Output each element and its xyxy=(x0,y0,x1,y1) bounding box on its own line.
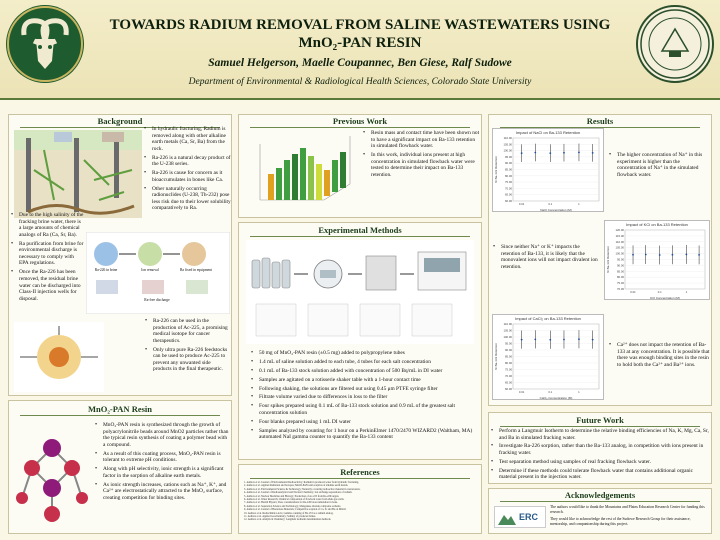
previous-work-bullets xyxy=(362,130,480,181)
y-tick-label: 90.00 xyxy=(505,348,512,352)
lab-equipment-figure xyxy=(246,240,474,344)
reference-item: 3. Authors et al. Environmental Science & Technology; Naturally occurring radioactive material in wastewaters. xyxy=(244,487,361,491)
data-point xyxy=(534,338,536,340)
x-tick-label: 0.1 xyxy=(657,290,662,294)
data-point xyxy=(534,152,536,154)
x-axis-label: NaCl Concentration (M) xyxy=(540,208,572,212)
data-point xyxy=(645,254,647,256)
reference-item: 9. Authors et al. Journal of Hazardous Materials; Competitive sorption of Ca, Sr and Ba on MnO2. xyxy=(244,508,347,512)
data-point xyxy=(549,152,551,154)
y-tick-label: 90.00 xyxy=(505,161,512,166)
chart-title: Impact of NaCl on Ba-133 Retention xyxy=(515,130,581,135)
bullet: • Only ultra pure Ra-226 feedstocks can be used to produce Ac-225 to prevent any unwanted side products in the final therapeutic. xyxy=(144,347,230,373)
poster-header xyxy=(0,0,720,100)
mountain-icon xyxy=(497,508,517,528)
y-tick-label: 110.00 xyxy=(615,239,624,244)
bullet: • Ca²⁺ does not impact the retention of Ba-133 at any concentration. It is possible that there was enough binding sites in the resin to hold both the Ca²⁺ and Ba²⁺ ions. xyxy=(608,342,710,368)
bullet: • MnO₂-PAN resin is synthesized through the growth of polyacrylonitrile beads around MnO2 particles rather than the typical resin synthesis of coating a polymer bead with a compound. xyxy=(94,422,230,448)
y-tick-label: 85.00 xyxy=(505,354,512,359)
acknowledgements-heading-rule xyxy=(500,501,700,502)
x-tick-label: 1 xyxy=(578,202,580,206)
data-point xyxy=(578,151,580,153)
bullet: • Once the Ra-226 has been removed, the residual brine water can be discharged into Class-II injection wells for disposal. xyxy=(10,269,84,302)
y-tick-label: 65.00 xyxy=(505,380,512,385)
authors: Samuel Helgerson, Maelle Coupannec, Ben Giese, Ralf Sudowe xyxy=(208,57,512,69)
reference-item: 7. Authors et al. Health Physics; Dose considerations for Ra-226 bioaccumulation in bone. xyxy=(244,501,338,505)
previous-work-heading: Previous Work xyxy=(332,116,388,126)
x-tick-label: 0.01 xyxy=(518,202,525,206)
y-axis-label: % Ba-133 Retention xyxy=(494,343,498,370)
diagram-label: Ion removal xyxy=(141,268,159,272)
x-tick-label: 1 xyxy=(578,390,580,394)
references-heading: References xyxy=(340,467,380,477)
future-work-bullets xyxy=(490,428,710,483)
bullet: • In this work, individual ions present at high concentration in simulated flowback water were tested to determine their impact on Ba-133 retention. xyxy=(362,152,480,178)
results-heading: Results xyxy=(586,116,614,126)
data-point xyxy=(563,152,565,154)
future-work-heading: Future Work xyxy=(576,415,624,425)
bullet: • Determine if these methods could tolerate flowback water that contains additional organic material present in the injection water. xyxy=(490,468,710,481)
x-tick-label: 0.1 xyxy=(548,202,553,206)
y-tick-label: 60.00 xyxy=(505,199,512,203)
bullet: • Investigate Ra-226 sorption, rather than the Ba-133 analog, in competition with ions present in fracking water. xyxy=(490,443,710,456)
data-point xyxy=(659,254,661,256)
data-point xyxy=(632,254,634,256)
reference-item: 4. Authors et al. Journal of Radioanalytical and Nuclear Chemistry; Ion exchange separations of radium. xyxy=(244,491,353,495)
university-seal-icon xyxy=(638,7,712,81)
data-point xyxy=(592,152,594,154)
kcl-chart xyxy=(604,220,710,300)
bullet: • Resin mass and contact time have been shown not to have a significant impact on Ba-133 retention in simulated flowback water. xyxy=(362,130,480,150)
data-point xyxy=(578,338,580,340)
y-tick-label: 75.00 xyxy=(617,281,624,286)
poster-title-line2: MnO₂-PAN RESIN xyxy=(298,35,422,51)
ram-logo xyxy=(6,5,84,83)
results-note-1 xyxy=(608,152,710,181)
x-axis-label: CaCl₂ Concentration (M) xyxy=(539,396,573,400)
erc-logo xyxy=(494,506,546,528)
nacl-chart xyxy=(492,128,604,212)
resin-heading: MnO₂-PAN Resin xyxy=(87,404,152,414)
step-item: • Filtrate volume varied due to differences in loss to the filter xyxy=(250,394,478,401)
y-tick-label: 105.00 xyxy=(503,142,512,147)
reference-item: 12. Authors et al. Analytical Chemistry; Langmuir isotherm determination methods. xyxy=(244,518,332,522)
background-left-bullets xyxy=(10,212,84,305)
diagram-label: Ra-226 in brine xyxy=(94,268,118,272)
results-note-2 xyxy=(492,244,600,273)
y-tick-label: 80.00 xyxy=(505,173,512,178)
bullet: • As ionic strength increases, cations such as Na⁺, K⁺, and Ca²⁺ are electrostatically attracted to the MnO₂ surface, creating competition for binding sites. xyxy=(94,482,230,502)
methods-steps xyxy=(250,350,478,443)
poster-title-line1: TOWARDS RADIUM REMOVAL FROM SALINE WASTEWATERS USING xyxy=(109,17,611,33)
cacl2-chart xyxy=(492,314,604,400)
data-point xyxy=(685,254,687,256)
department: Department of Environmental & Radiological Health Sciences, Colorado State University xyxy=(188,77,532,87)
bullet: • Test separation method using samples of real fracking flowback water. xyxy=(490,459,710,466)
future-work-heading-rule xyxy=(500,426,700,427)
fracking-diagram xyxy=(14,130,142,218)
y-axis-label: % Ba-133 Retention xyxy=(606,246,610,273)
y-tick-label: 95.00 xyxy=(617,257,624,262)
y-tick-label: 95.00 xyxy=(505,341,512,346)
y-tick-label: 100.00 xyxy=(615,251,624,256)
reference-list xyxy=(244,481,476,522)
bullet: • Ra purification from brine for environmental discharge is necessary to comply with EPA regulations. xyxy=(10,241,84,267)
y-tick-label: 90.00 xyxy=(617,263,624,268)
y-tick-label: 70.00 xyxy=(505,186,512,191)
y-tick-label: 85.00 xyxy=(617,269,624,274)
methods-heading-rule xyxy=(250,236,470,237)
methods-heading: Experimental Methods xyxy=(318,225,402,235)
acknowledgements-heading: Acknowledgements xyxy=(564,490,636,500)
molecule-model xyxy=(14,428,90,530)
bullet: • In hydraulic fracturing, Radium is removed along with other alkaline earth metals (Ca, Sr, Ba) from the rock. xyxy=(143,126,231,152)
y-tick-label: 95.00 xyxy=(505,154,512,159)
y-tick-label: 70.00 xyxy=(505,374,512,378)
diagram-label: Ra fixed in equipment xyxy=(179,268,213,272)
acknowledgement-text-2: They would like to acknowledge the rest of the Sudowe Research Group for their assistance, mentorship, and companionship during this project. xyxy=(550,517,691,526)
y-tick-label: 110.00 xyxy=(503,322,512,326)
bullet: • Along with pH selectivity, ionic strength is a significant factor in the sorption of alkaline earth metals. xyxy=(94,466,230,479)
x-tick-label: 0.1 xyxy=(548,390,553,394)
step-item: • Four blanks prepared using 1 mL DI water xyxy=(250,419,478,426)
bullet: • Other naturally occurring radionuclides (U-238, Th-232) pose less risk due to their lower solubility comparatively to Ra. xyxy=(143,186,231,212)
y-tick-label: 80.00 xyxy=(505,361,512,365)
bullet: • Perform a Langmuir Isotherm to determine the relative binding efficiencies of Na, K, Mg, Ca, Sr, and Ba in simulated fracking water. xyxy=(490,428,710,441)
data-point xyxy=(549,339,551,341)
diagram-label: Ra-free discharge xyxy=(144,298,170,302)
reference-item: 6. Authors et al. Water Research; Chemical composition of flowback water from shale gas wells. xyxy=(244,498,345,502)
reference-item: 5. Authors et al. Nuclear Medicine and Biology; Production of Ac-225 from Ra-226 targets. xyxy=(244,494,340,498)
references-heading-rule xyxy=(250,478,470,479)
data-point xyxy=(521,339,523,341)
y-tick-label: 75.00 xyxy=(505,367,512,372)
ram-icon xyxy=(6,5,84,83)
resin-bullets xyxy=(94,422,230,504)
step-item: • Samples analyzed by counting for 1 hour on a PerkinElmer 1470/2470 WIZARD2 (Waltham, MA) automated NaI gamma counter to quantify the Ba-133 content xyxy=(250,428,478,441)
resin-heading-rule xyxy=(20,415,220,416)
y-axis-label: % Ba-133 Retention xyxy=(494,156,498,183)
y-tick-label: 65.00 xyxy=(505,192,512,197)
chart-title: Impact of KCl on Ba-133 Retention xyxy=(626,222,688,227)
step-item: • 1.4 mL of saline solution added to each tube, 4 tubes for each salt concentration xyxy=(250,359,478,366)
previous-work-heading-rule xyxy=(250,127,470,128)
radium-process-diagram xyxy=(86,232,230,314)
background-heading: Background xyxy=(97,116,143,126)
reference-item: 10. Authors et al. Radiochimica Acta; Gamma counting of Ba-133 as a radium analog. xyxy=(244,511,334,515)
reference-item: 11. Authors et al. Applied Geochemistry; Salinity of produced brines. xyxy=(244,515,316,519)
seal-logo xyxy=(636,5,714,83)
step-item: • Four spikes prepared using 0.1 mL of Ba-133 stock solution and 0.9 mL of the greatest salt concentration solution xyxy=(250,403,478,416)
y-tick-label: 80.00 xyxy=(617,275,624,280)
bullet: • As a result of this coating process, MnO₂-PAN resin is tolerant to extreme pH conditions. xyxy=(94,451,230,464)
reference-item: 1. Authors et al. Journal of Environmental Radioactivity; Radium in produced water from hydraulic fracturing. xyxy=(244,481,359,484)
chart-title: Impact of CaCl₂ on Ba-133 Retention xyxy=(515,316,581,321)
bullet: • Due to the high salinity of the fracking brine water, there is a large amounts of chemical analogs of Ra (Ca, Sr, Ba). xyxy=(10,212,84,238)
x-axis-label: KCl Concentration (M) xyxy=(650,296,680,300)
data-point xyxy=(563,339,565,341)
bullet: • Ra-226 is a natural decay product of the U-238 series. xyxy=(143,155,231,168)
x-tick-label: 0.01 xyxy=(518,390,525,394)
bullet: • Since neither Na⁺ or K⁺ impacts the retention of Ba-133, it is likely that the monovalent ions will not impact divalent ion retention. xyxy=(492,244,600,270)
bullet: • Ra-226 is cause for concern as it bioaccumulates in bones like Ca. xyxy=(143,170,231,183)
background-lower-bullets xyxy=(144,318,230,375)
erc-logo-text: ERC xyxy=(519,512,539,522)
reference-item: 2. Authors et al. Applied Radiation and Isotopes; MnO2-PAN resin sorption of alkaline earth metals. xyxy=(244,484,349,488)
step-item: • Samples are agitated on a rotisserie shaker table with a 1-hour contact time xyxy=(250,377,478,384)
bullet: • The higher concentration of Na⁺ in this experiment is higher than the concentration of Na⁺ in the simulated flowback water. xyxy=(608,152,710,178)
y-tick-label: 110.00 xyxy=(503,136,512,140)
radium-decay-graphic xyxy=(14,322,104,392)
results-note-3 xyxy=(608,342,710,371)
step-item: • 50 mg of MnO₂-PAN resin (±0.5 mg) added to polypropylene tubes xyxy=(250,350,478,357)
data-point xyxy=(521,152,523,154)
background-right-bullets xyxy=(143,126,231,214)
y-tick-label: 70.00 xyxy=(617,287,624,291)
y-tick-label: 85.00 xyxy=(505,167,512,172)
y-tick-label: 105.00 xyxy=(503,328,512,333)
y-tick-label: 115.00 xyxy=(615,233,624,238)
data-point xyxy=(672,254,674,256)
step-item: • 0.1 mL of Ba-133 stock solution added with concentration of 500 Bq/mL in DI water xyxy=(250,368,478,375)
x-tick-label: 0.01 xyxy=(630,290,636,294)
y-tick-label: 75.00 xyxy=(505,180,512,185)
bullet: • Ra-226 can be used in the production of Ac-225, a promising medical isotope for cancer therapeutics. xyxy=(144,318,230,344)
reference-item: 8. Authors et al. Separation Science and Technology; Manganese dioxide composite sorbents. xyxy=(244,504,342,508)
step-item: • Following shaking, the solutions are filtered out using 0.45 μm PTFE syringe filter xyxy=(250,386,478,393)
acknowledgement-text-1: The authors would like to thank the Mountains and Plains Education Research Center for funding this research. xyxy=(550,505,705,514)
3d-bar-chart-figure xyxy=(254,130,356,210)
data-point xyxy=(592,339,594,341)
data-point xyxy=(698,254,700,256)
y-tick-label: 100.00 xyxy=(503,335,512,339)
x-tick-label: 1 xyxy=(685,290,688,294)
y-tick-label: 105.00 xyxy=(615,245,624,250)
y-tick-label: 120.00 xyxy=(615,228,624,232)
y-tick-label: 100.00 xyxy=(503,148,512,153)
y-tick-label: 60.00 xyxy=(505,387,512,391)
